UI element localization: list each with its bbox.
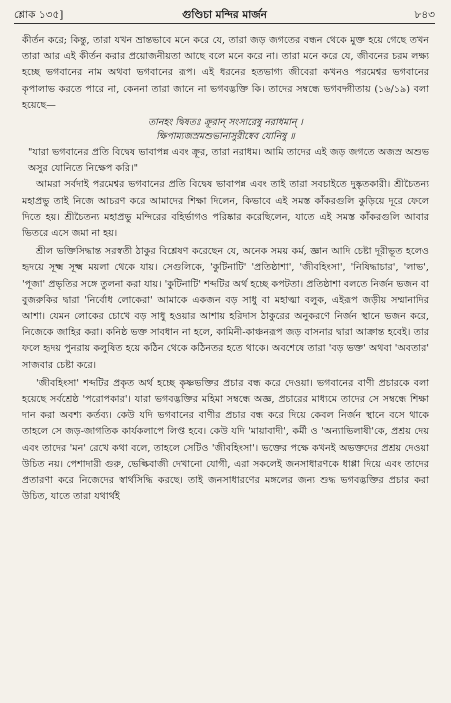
page-header	[14, 8, 435, 24]
sanskrit-line: ক্ষিপাম্যজস্রমশুভানাসুরীষ্বেব যোনিষু ॥	[156, 131, 295, 143]
page-number: ৮৪৩	[414, 9, 435, 21]
paragraph: 'জীবহিংসা' শব্দটির প্রকৃত অর্থ হচ্ছে কৃষ্ণভক্তির প্রচার বন্ধ করে দেওয়া। ভগবানের বাণী প্রচারকে বলা হয়েছে সর্বশ্রেষ্ঠ 'পরোপকার'। যারা ভগবদ্ভক্তির মহিমা সম্বন্ধে অজ্ঞ, প্রচারের মাধ্যমে তাদের সে সম্বন্ধে শিক্ষা দান করা অবশ্য কর্তব্য। কেউ যদি ভগবানের বাণীর প্রচার বন্ধ করে দিয়ে কেবল নির্জন স্থানে বসে থাকে তাহলে সে জড়-জাগতিক কার্যকলাপে লিপ্ত হবে। কেউ যদি 'মায়াবাদী', কর্মী ও 'অন্যাভিলাষী'কে, প্রশ্রয় দেয় এবং তাদের 'মন' রেখে কথা বলে, তাহলে সেটিও 'জীবহিংসা'। ভক্তের পক্ষে কখনই অভক্তদের প্রশ্রয় দেওয়া উচিত নয়। পেশাদারী গুরু, ভেল্কিবাজী দেখানো যোগী, এরা সকলেই জনসাধারণকে ধাপ্পা দিয়ে এবং তাদের প্রতারণা করে নিজেদের স্বার্থসিদ্ধি করছে। তাই জনসাধারণের মঙ্গলের জন্য শুদ্ধ ভগবদ্ভক্তির প্রচার করা উচিত, যাতে তারা যথার্থই	[22, 377, 429, 503]
paragraph: আমরা সর্বদাই পরমেশ্বর ভগবানের প্রতি বিদ্বেষ ভাবাপন্ন এবং তাই তারা সবচাইতে দুষ্কৃতকারী। শ্রীচৈতন্য মহাপ্রভু তাই নিজে আচরণ করে আমাদের শিক্ষা দিলেন, কিভাবে এই সমস্ত কাঁকরগুলি কুড়িয়ে দূরে ফেলে দিতে হয়। শ্রীচৈতন্য মহাপ্রভু মন্দিরের বহির্ভাগও পরিষ্কার করেছিলেন, যাতে এই সমস্ত কাঁকরগুলি আবার ভিতরে এসে জমা না হয়।	[22, 179, 429, 240]
paragraph: কীর্তন করে; কিন্তু, তারা যখন ভ্রান্তভাবে মনে করে যে, তারা জড় জগতের বন্ধন থেকে মুক্ত হয়ে গেছে তখন তারা আর এই কীর্তন করার প্রয়োজনীয়তা আছে বলে মনে করে না। তারা মনে করে যে, জীবনের চরম লক্ষ্য হচ্ছে ভগবানের নাম অথবা ভগবানের রূপ। এই ধরনের হতভাগ্য জীবেরা কখনও পরমেশ্বর ভগবানের কৃপালাভ করতে পারে না, কেননা তারা জানে না ভগবদ্ভক্তি কি। তাদের সম্বন্ধে ভগবদ্গীতায় (১৬/১৯) বলা হয়েছে—	[22, 35, 429, 111]
verse-reference: শ্লোক ১৩৫]	[14, 9, 64, 21]
sanskrit-line: তানহং দ্বিষতঃ ক্রূরান্ সংসারেষু নরাধমান্ ।	[148, 117, 303, 129]
verse-translation: "যারা ভগবানের প্রতি বিদ্বেষ ভাবাপন্ন এবং ক্রূর, তারা নরাধম। আমি তাদের এই জড় জগতে অজস্র অশুভ অসুর যোনিতে নিক্ষেপ করি।"	[28, 147, 429, 175]
paragraph: শ্রীল ভক্তিসিদ্ধান্ত সরস্বতী ঠাকুর বিশ্লেষণ করেছেন যে, অনেক সময় কর্ম, জ্ঞান আদি চেষ্টা দূরীভূত হলেও হৃদয়ে সূক্ষ্ম সূক্ষ্ম ময়লা থেকে যায়। সেগুলিকে, 'কুটিনাটি' 'প্রতিষ্ঠাশা', 'জীবহিংসা', 'নিষিদ্ধাচার', 'লাভ', 'পূজা' প্রভৃতির সঙ্গে তুলনা করা যায়। 'কুটিনাটি' শব্দটির অর্থ হচ্ছে কপটতা। প্রতিষ্ঠাশা বলতে নির্জন ভজন বা বুজরুকির দ্বারা 'নির্বোধ লোকেরা' আমাকে একজন বড় সাধু বা মহাত্মা বলুক, এইরূপ জড়ীয় সম্মানাদির আশা। যেমন লোকের চোখে বড় সাধু হওয়ার আশায় হরিদাস ঠাকুরের অনুকরণে নির্জন স্থানে ভজন করে, নিজেকে জাহির করা। কনিষ্ঠ ভক্ত সাবধান না হলে, কামিনী-কাঞ্চনরূপ জড় বাসনার দ্বারা আক্রান্ত হবেই। তার ফলে হৃদয় পুনরায় কলুষিত হয়ে কঠিন থেকে কঠিনতর হতে থাকে। অবশেষে তারা 'বড় ভক্ত' অথবা 'অবতার' সাজবার চেষ্টা করে।	[22, 246, 429, 371]
sanskrit-verse	[22, 116, 429, 144]
page-body	[22, 33, 429, 505]
header-rule	[14, 23, 435, 24]
chapter-title: গুণ্ডিচা মন্দির মার্জন	[182, 9, 267, 21]
